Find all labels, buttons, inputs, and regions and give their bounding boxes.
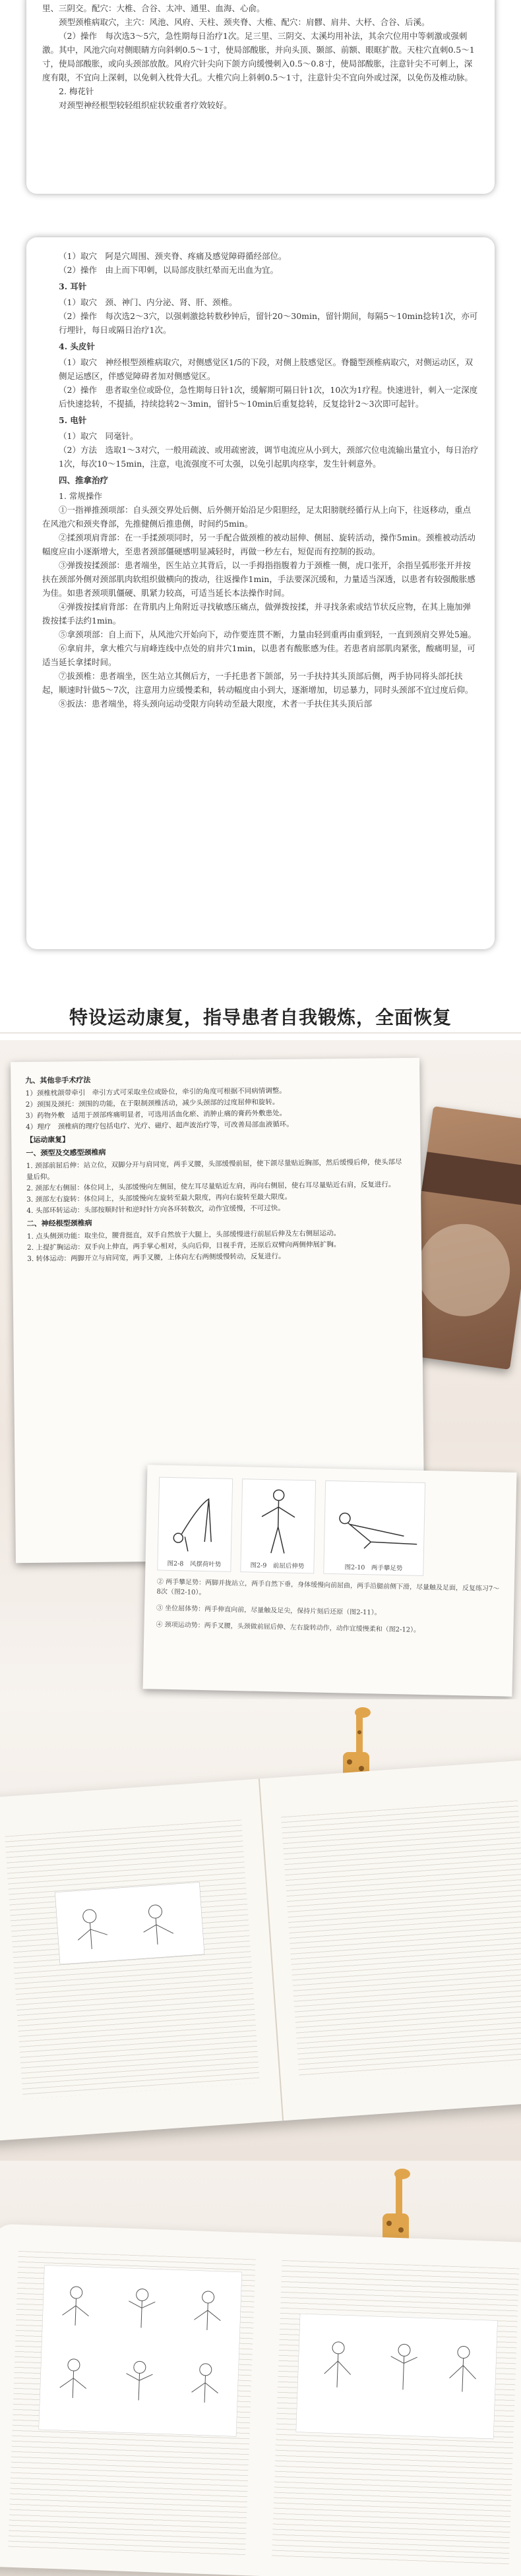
figure-caption: 图2-9 前屈后伸势 bbox=[250, 1562, 305, 1571]
text-line: ①一指禅推颈项部：自头颈交界处后侧、后外侧开始沿足少阳胆经，足太阳膀胱经循行从上向下，往返移动，重点在风池穴和颈夹脊部，先推健侧后推患侧，时间约5min。 bbox=[42, 505, 472, 529]
divider bbox=[0, 1032, 521, 1034]
text-line: ⑧扳法：患者端坐，将头颈向运动受限方向转动至最大限度，术者一手扶住其头顶后部 bbox=[59, 699, 373, 709]
text-line: 2）颈围及颈托：颈围的功能，在于限制颈椎活动，减少头颈部的过度屈伸和旋转。 bbox=[25, 1098, 280, 1109]
section-banner bbox=[0, 989, 521, 1040]
text-line: ④弹拨按揉肩背部：在背肌内上角附近寻找敏感压痛点，做弹拨按揉，并寻找条索或结节状反应物，在其上施加弹拨按揉手法约1min。 bbox=[42, 602, 472, 626]
text-line: （2）操作 每次选2～3穴，以强刺激捻转数秒钟后，留针20～30min，留针期间，每隔5～10min捻转1次，亦可行埋针，每日或隔日治疗1次。 bbox=[59, 311, 478, 335]
text-line: 1）颈椎枕颌带牵引 牵引方式可采取坐位或卧位，牵引的角度可根据不同病情调整。 bbox=[25, 1086, 286, 1098]
text-line: 3）药物外敷 适用于颈部疼痛明显者，可选用活血化瘀、消肿止痛的膏药外敷患处。 bbox=[25, 1109, 287, 1121]
figure-row bbox=[157, 1477, 505, 1578]
text-line: ⑦拔颈椎：患者端坐，医生站立其侧后方，一手托患者下颌部，另一手扶持其头顶部后侧，两手协同将头部托扶起，顺速时针做5～7次，注意用力应缓慢柔和，转动幅度由小到大，逐渐增加，切忌暴力，同时头颈部不宜过度后仰。 bbox=[42, 671, 474, 695]
text-line: ⑤拿颈项部：自上而下，从风池穴开始向下，动作要连贯不断，力量由轻到重再由重到轻，一直到颈肩交界处5遍。 bbox=[59, 629, 476, 639]
book-illustration bbox=[55, 1882, 204, 1964]
text-line: 2. 颈部左右侧屈：体位同上，头部缓慢向左侧屈，使左耳尽量贴近左肩，再向右侧屈，使右耳尽量贴近右肩，反复进行。 bbox=[26, 1181, 396, 1193]
text-card-top bbox=[26, 0, 495, 194]
book-page-exercise-figures bbox=[143, 1465, 517, 1697]
book-illustration-grid bbox=[38, 2265, 242, 2436]
exercise-figure bbox=[157, 1477, 233, 1572]
product-photo-open-book bbox=[0, 1699, 521, 2161]
book-illustration-grid bbox=[296, 2314, 498, 2439]
text-line: 2. 上提扩胸运动：双手向上伸直，两手掌心相对，头向后仰，目视手背，还原后双臂向两侧伸展扩胸。 bbox=[26, 1241, 341, 1252]
section-heading: 4. 头皮针 bbox=[59, 341, 95, 351]
text-line: （1）取穴 神经根型颈椎病取穴，对侧感觉区1/5的下段，对侧上肢感觉区。脊髓型颈椎病取穴，对侧运动区，双侧足运感区，伴感觉障碍者加对侧感觉区。 bbox=[59, 357, 474, 381]
product-photo-open-book-2 bbox=[0, 2161, 521, 2576]
text-line: （1）取穴 颈、神门、内分泌、肾、肝、颈椎。 bbox=[59, 297, 237, 307]
text-line: （2）操作 每次选3～5穴，急性期每日治疗1次。足三里、三阴交、太溪均用补法，其余穴位用中等刺激或强刺激。其中，风池穴向对侧眼睛方向斜刺0.5～1寸，使局部酸胀，并向头顶、颞部、前额、眼眶扩散。天柱穴直刺0.5～1寸，使局部酸胀，或向头颈部放散。风府穴针尖向下颌方向缓慢刺入0.5～0.8寸，使局部酸胀，注意针尖不可刺上，深度有限，不宜向上深刺，以免刺入枕骨大孔。大椎穴向上斜刺0.5～1寸，注意针尖不宜向外或过深，以免伤及椎动脉。 bbox=[42, 31, 475, 82]
text-line: ②揉颈项肩背部：在一手揉颈项同时，另一手配合做颈椎的被动屈伸、侧屈、旋转活动，操作5min。颈椎被动活动幅度应由小逐渐增大，至患者颈部僵硬感明显减轻时，再做一秒左右，短促而有控制的扳动。 bbox=[42, 533, 475, 556]
person-stretch-figure bbox=[241, 1479, 316, 1561]
section-heading: 3. 耳针 bbox=[59, 281, 87, 291]
product-photo-pages bbox=[0, 1040, 521, 1699]
text-line: 3. 颈部左右旋转：体位同上，头部缓慢向左旋转至最大限度，再向右旋转至最大限度。 bbox=[26, 1192, 292, 1204]
text-line: （2）操作 患者取坐位或卧位，急性期每日针1次，缓解期可隔日针1次，10次为1疗程。快速进针，刺入一定深度后快速捻转，不提插，持续捻转2～3min，留针5～10min后重复捻转，反复捻针2～3次即可起针。 bbox=[59, 385, 478, 409]
exercise-figure bbox=[240, 1478, 316, 1573]
section-heading: 二、神经根型颈椎病 bbox=[26, 1218, 92, 1229]
text-line: （2）方法 选取1～3对穴，一般用疏波、或用疏密波，调节电流应从小到大，颈部穴位电流输出量宜小，每日治疗1次，每次10～15min，注意，电流强度不可太强，以免引起肌肉痉挛，发生针刺意外。 bbox=[59, 445, 479, 469]
text-line: ⑥拿肩井，拿大椎穴与肩峰连线中点处的肩井穴1min，以患者有酸胀感为佳。若患者肩部肌肉紧张，酸痛明显，可适当延长拿揉时间。 bbox=[42, 643, 475, 667]
text-line: ② 两手攀足势：两脚并拢站立，两手自然下垂，身体缓慢向前屈曲，两手沿腿前侧下滑，尽量触及足面，反复练习7～8次（图2-10）。 bbox=[156, 1578, 500, 1597]
person-seated-reach-figure bbox=[324, 1481, 425, 1564]
text-line: 颈型颈椎病取穴，主穴：风池、风府、天柱、颈夹脊、大椎、配穴：肩髎、肩井、大杼、合谷、后溪。 bbox=[59, 17, 430, 27]
figure-caption: 图2-10 两手攀足势 bbox=[344, 1564, 403, 1573]
section-heading: 四、推拿治疗 bbox=[59, 475, 109, 485]
text-line: 里、三阴交。配穴：大椎、合谷、太冲、通里、血海、心俞。 bbox=[42, 3, 265, 13]
text-line: ③ 坐位屈体势：两手伸直向前，尽量触及足尖，保持片刻后还原（图2-11）。 bbox=[156, 1604, 381, 1617]
open-book-image bbox=[0, 1758, 521, 2142]
text-line: （1）取穴 阿是穴周围、颈夹脊、疼痛及感觉障碍循经部位。 bbox=[59, 251, 287, 261]
open-book-image bbox=[0, 2224, 521, 2576]
section-heading: 【运动康复】 bbox=[26, 1135, 70, 1145]
person-bending-figure bbox=[158, 1478, 233, 1560]
text-line: 3. 转体运动：两脚开立与肩同宽，两手叉腰，上体向左右两侧缓慢转动，反复进行。 bbox=[27, 1252, 286, 1264]
text-line: ④ 颈项运动势：两手叉腰，头颈做前屈后伸、左右旋转动作，动作宜缓慢柔和（图2-12）。 bbox=[156, 1621, 421, 1634]
text-line: 对颈型神经根型较轻组织症状较重者疗效较好。 bbox=[59, 100, 232, 110]
text-line: （2）操作 由上而下叩刺，以局部皮肤红晕而无出血为宜。 bbox=[59, 265, 278, 275]
text-line: 4. 头部环转运动：头部按顺时针和逆时针方向各环转数次，动作宜缓慢，不可过快。 bbox=[26, 1204, 285, 1215]
section-heading: 一、颈型及交感型颈椎病 bbox=[26, 1148, 106, 1158]
text-card-treatment bbox=[26, 237, 495, 949]
text-line: 1. 颈部前屈后伸：站立位，双脚分开与肩同宽，两手叉腰，头部缓慢前屈，使下颌尽量贴近胸部，然后缓慢后伸，使头部尽量后仰。 bbox=[26, 1158, 402, 1182]
section-heading: 九、其他非手术疗法 bbox=[25, 1075, 91, 1086]
exercise-figure bbox=[323, 1480, 425, 1576]
section-heading: 5. 电针 bbox=[59, 415, 87, 425]
text-line: ③弹拨按揉颈部：患者端坐，医生站立其背后，以一手拇指指腹着力于颈椎一侧，虎口张开，余指呈弧形张开并按扶在颈部外侧对颈部肌肉软组织做横向的拨动，往返操作1min，手法要深沉缓和，力量适当深透，以患者有较强酸胀感为佳。如患者颈项肌僵硬、肌紧力较高，可适当延长本法操作时间。 bbox=[42, 560, 475, 598]
figure-caption: 图2-8 风摆荷叶势 bbox=[167, 1560, 222, 1569]
text-line: 1. 点头侧颈功能：取坐位，腰背挺直，双手自然放于大腿上，头部缓慢进行前屈后伸及左右侧屈运动。 bbox=[26, 1229, 341, 1241]
banner-title: 特设运动康复，指导患者自我锻炼，全面恢复 bbox=[69, 1007, 452, 1028]
text-line: 4）理疗 颈椎病的理疗包括电疗、光疗、磁疗、超声波治疗等，可改善局部血液循环。 bbox=[26, 1120, 293, 1132]
text-line: 1. 常规操作 bbox=[59, 491, 102, 501]
text-line: （1）取穴 同毫针。 bbox=[59, 431, 138, 441]
section-heading: 2. 梅花针 bbox=[59, 86, 94, 96]
